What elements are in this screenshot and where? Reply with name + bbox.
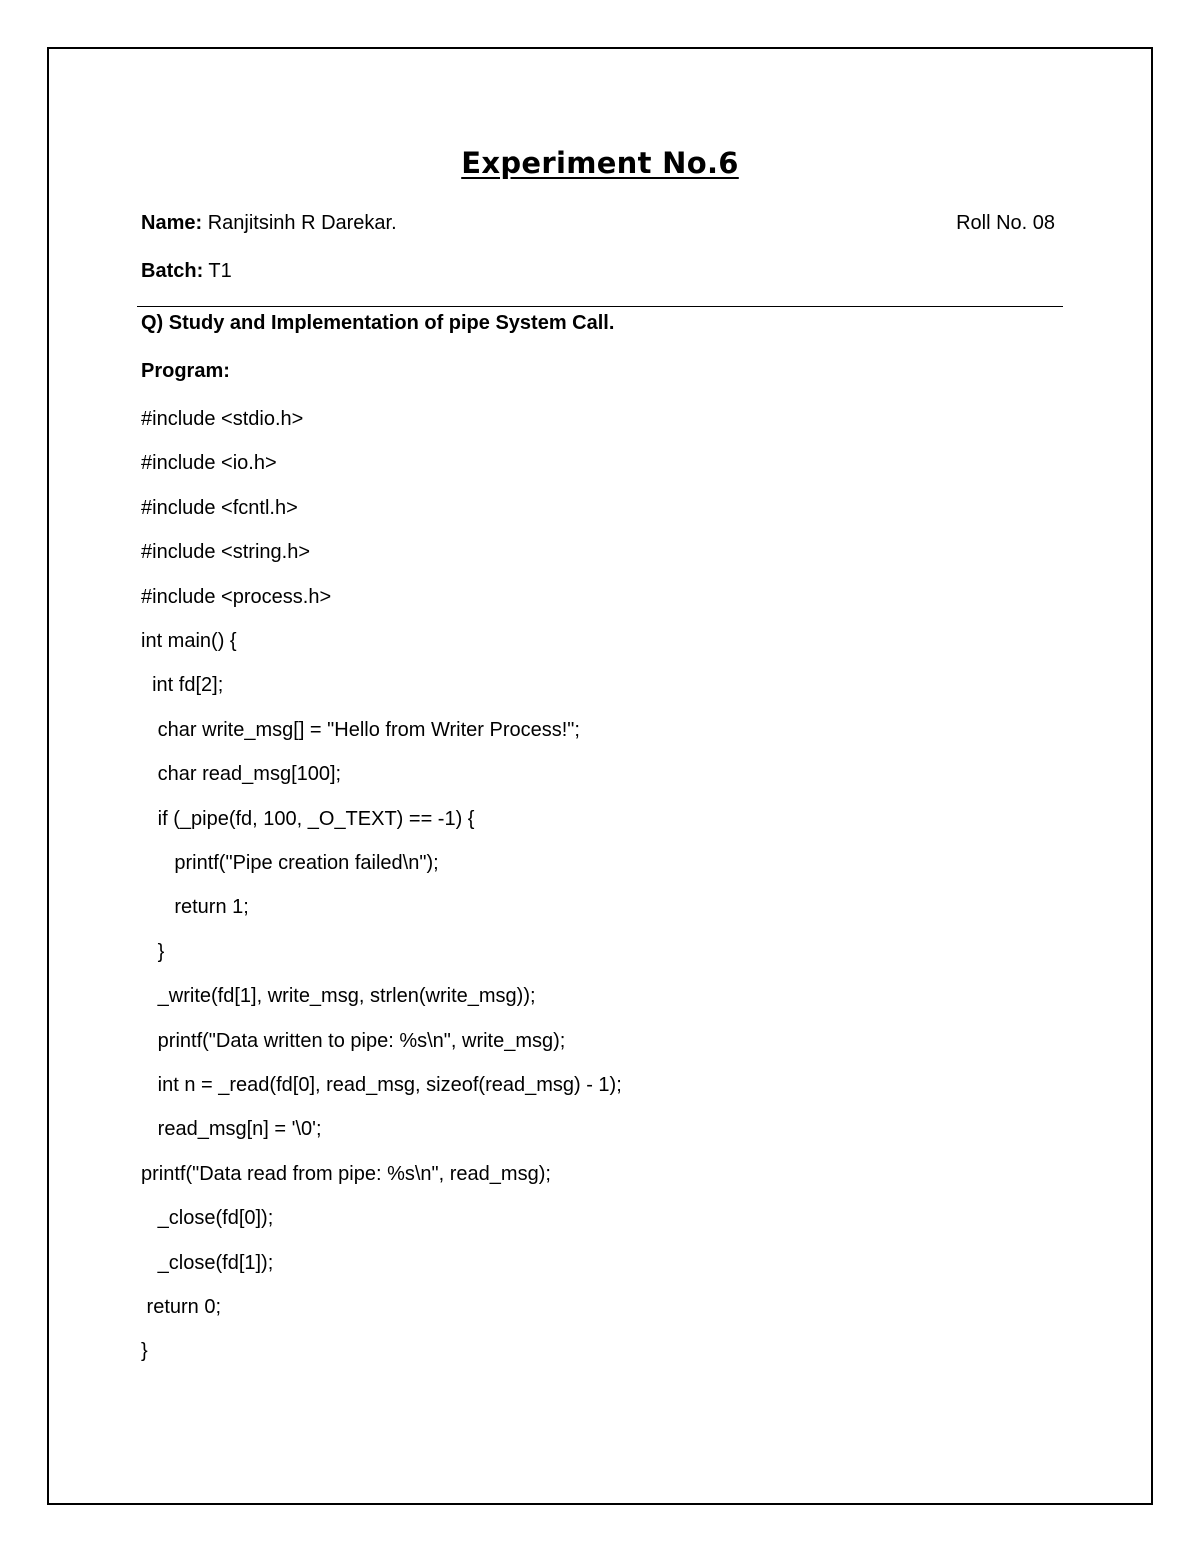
code-line: read_msg[n] = '\0'; (141, 1118, 322, 1140)
batch-value: T1 (203, 260, 232, 282)
program-label: Program: (141, 360, 230, 382)
code-line: return 0; (141, 1296, 222, 1318)
code-line: _write(fd[1], write_msg, strlen(write_msg)); (141, 985, 536, 1007)
code-line: #include <process.h> (141, 586, 332, 608)
code-line: #include <string.h> (141, 541, 311, 563)
code-line: _close(fd[0]); (141, 1207, 274, 1229)
code-line: printf("Pipe creation failed\n"); (141, 852, 439, 874)
question-heading: Q) Study and Implementation of pipe System Call. (141, 312, 615, 334)
code-line: int n = _read(fd[0], read_msg, sizeof(read_msg) - 1); (141, 1074, 622, 1096)
name-value: Ranjitsinh R Darekar. (202, 212, 397, 234)
code-line: #include <io.h> (141, 452, 277, 474)
page-title: Experiment No.6 (461, 146, 739, 180)
roll-number: Roll No. 08 (956, 212, 1055, 234)
code-line: _close(fd[1]); (141, 1252, 274, 1274)
code-line: } (141, 941, 165, 963)
code-line: #include <fcntl.h> (141, 497, 298, 519)
student-name (141, 211, 397, 235)
batch (141, 259, 232, 283)
code-line: char write_msg[] = "Hello from Writer Process!"; (141, 719, 580, 741)
code-line: if (_pipe(fd, 100, _O_TEXT) == -1) { (141, 808, 475, 830)
code-line: int main() { (141, 630, 237, 652)
name-label: Name: (141, 212, 203, 234)
code-line: } (141, 1340, 148, 1362)
code-line: char read_msg[100]; (141, 763, 342, 785)
batch-label: Batch: (141, 260, 204, 282)
code-line: printf("Data written to pipe: %s\n", write_msg); (141, 1030, 566, 1052)
horizontal-divider (137, 306, 1063, 307)
code-line: #include <stdio.h> (141, 408, 304, 430)
code-line: return 1; (141, 896, 249, 918)
code-line: printf("Data read from pipe: %s\n", read_msg); (141, 1163, 551, 1185)
code-line: int fd[2]; (141, 674, 224, 696)
